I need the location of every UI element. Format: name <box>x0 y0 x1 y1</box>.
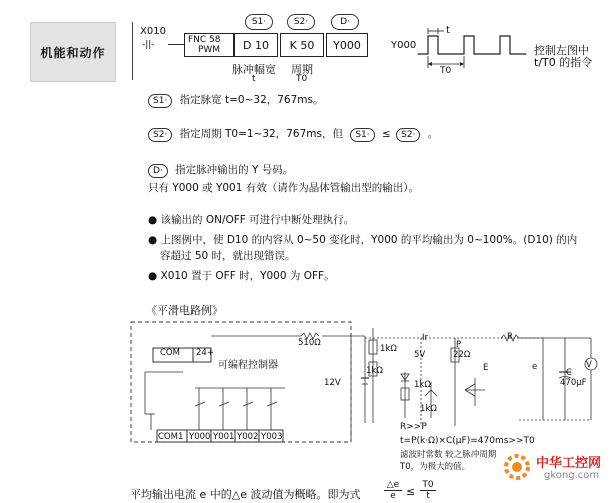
bullet-1-text: 该输出的 ON/OFF 可进行中断处理执行。 <box>160 214 355 226</box>
circuit-r1k-b: 1kΩ <box>366 366 383 376</box>
waveform-t0-label: T0 <box>440 66 452 76</box>
side-title-text: 机能和动作 <box>40 45 106 60</box>
ladder-operand-d: Y000 <box>326 33 368 57</box>
circuit-5v: 5V <box>414 350 426 360</box>
ladder-fnc-box <box>184 33 234 57</box>
note-d <box>148 162 293 178</box>
section-side-title <box>30 22 116 82</box>
circuit-24v-label: 24+ <box>196 348 214 358</box>
circuit-r1k-d: 1kΩ <box>420 404 437 414</box>
circuit-r22: 22Ω <box>453 350 471 360</box>
formula-line2: t=P(k·Ω)×C(μF)=470ms>>T0 <box>400 436 535 446</box>
ladder-fnc-top: FNC 58 <box>188 35 221 45</box>
ladder-label-pulse: 脉冲幅宽 <box>232 63 276 76</box>
ladder-operand-s1: D 10 <box>234 33 278 57</box>
ladder-fnc-bottom: PWM <box>197 45 221 55</box>
waveform-caption-1: 控制左图中 <box>534 44 589 57</box>
ladder-operand-s2: K 50 <box>280 33 324 57</box>
waveform-caption-2: t/T0 的指令 <box>534 56 593 69</box>
circuit-output-y001: Y001 <box>213 432 235 442</box>
note-s2-tail-b: S2· <box>396 128 420 142</box>
note-d-text: 指定脉冲输出的 Y 号码。 <box>175 164 294 176</box>
circuit-r1k-a: 1kΩ <box>380 344 397 354</box>
section-title-circuit: 《平滑电路例》 <box>146 304 223 317</box>
note-s2-tail-op: ≤ <box>381 128 391 140</box>
ladder-contact-label: X010 <box>140 26 166 37</box>
note-d-tag: D· <box>148 164 168 178</box>
bottom-le: ≤ <box>406 485 416 498</box>
note-s1 <box>148 92 324 108</box>
bullet-2-cont: 容超过 50 时，就出现错误。 <box>160 250 296 262</box>
ladder-tag-d: D· <box>331 14 359 30</box>
circuit-output-y003: Y003 <box>261 432 283 442</box>
circuit-r1k-c: 1kΩ <box>414 380 431 390</box>
circuit-12v: 12V <box>324 378 341 388</box>
circuit-ir: Ir <box>422 333 429 343</box>
circuit-r: R <box>507 332 513 342</box>
circuit-com1-label: COM1 <box>158 432 184 442</box>
bullet-3: ● X010 置于 OFF 时，Y000 为 OFF。 <box>148 270 335 282</box>
circuit-c: C <box>566 368 572 378</box>
bottom-fraction-2 <box>420 480 436 501</box>
note-s2-tag: S2· <box>148 128 172 142</box>
circuit-output-y002: Y002 <box>237 432 259 442</box>
note-s2-tail-end: 。 <box>427 128 439 140</box>
ladder-label-period: 周期 <box>291 63 313 76</box>
formula-line4: T0，为极大的值。 <box>400 462 471 472</box>
formula-line3: 滤波时常数 较之脉冲周期 <box>400 450 497 460</box>
bullet-3-text: X010 置于 OFF 时，Y000 为 OFF。 <box>160 270 335 282</box>
bottom-frac1-den: e <box>390 491 396 501</box>
bottom-fraction-1 <box>384 480 402 501</box>
bullet-2-text: 上图例中，使 D10 的内容从 0~50 变化时，Y000 的平均输出为 0~100%。(D10) 的内 <box>160 234 578 246</box>
note-s1-tag: S1· <box>148 94 172 108</box>
ladder-tag-s2: S2· <box>287 14 315 30</box>
watermark-gear-icon <box>500 450 534 484</box>
ladder-label-pulse-sub: t <box>252 74 256 84</box>
pwm-waveform <box>418 22 528 82</box>
ladder-wire-1 <box>168 44 184 45</box>
smoothing-circuit-diagram <box>125 318 607 448</box>
bottom-frac2-num: T0 <box>420 480 436 491</box>
bottom-text: 平均输出电流 e 中的△e 波动值为概略。即为式 <box>130 488 361 501</box>
watermark-site: 中华工控网 <box>536 456 602 471</box>
note-s1-text: 指定脉宽 t=0~32，767ms。 <box>179 94 324 106</box>
ladder-tag-s1: S1· <box>245 14 273 30</box>
note-s2-tail-a: S1· <box>350 128 374 142</box>
waveform-output-label: Y000 <box>391 40 417 51</box>
circuit-r510: 510Ω <box>298 338 321 348</box>
formula-line1: R>>P <box>400 422 427 432</box>
circuit-e: E <box>483 363 489 373</box>
bottom-frac2-den: t <box>426 491 430 501</box>
circuit-output-y000: Y000 <box>189 432 211 442</box>
circuit-com-label: COM <box>160 348 180 358</box>
circuit-c-value: 470μF <box>560 378 587 388</box>
circuit-p: P <box>456 340 462 350</box>
watermark-url: gkong.com <box>544 470 600 481</box>
note-s2 <box>148 126 438 142</box>
circuit-plc-label: 可编程控制器 <box>218 360 278 371</box>
bottom-frac1-num: △e <box>384 480 402 491</box>
bullet-1: ● 该输出的 ON/OFF 可进行中断处理执行。 <box>148 214 355 226</box>
ladder-left-rail <box>132 22 133 80</box>
circuit-e-small: e <box>532 362 538 372</box>
bullet-2: ● 上图例中，使 D10 的内容从 0~50 变化时，Y000 的平均输出为 0~100%。(D10) 的内 <box>148 234 578 246</box>
waveform-t-label: t <box>446 25 450 36</box>
circuit-v-symbol: V <box>586 360 592 370</box>
ladder-contact-symbol: -||- <box>142 40 155 50</box>
ladder-label-period-sub: T0 <box>296 74 308 84</box>
note-s2-text: 指定周期 T0=1~32，767ms，但 <box>179 128 343 140</box>
note-only-y: 只有 Y000 或 Y001 有效（请作为晶体管输出型的输出）。 <box>148 182 420 194</box>
